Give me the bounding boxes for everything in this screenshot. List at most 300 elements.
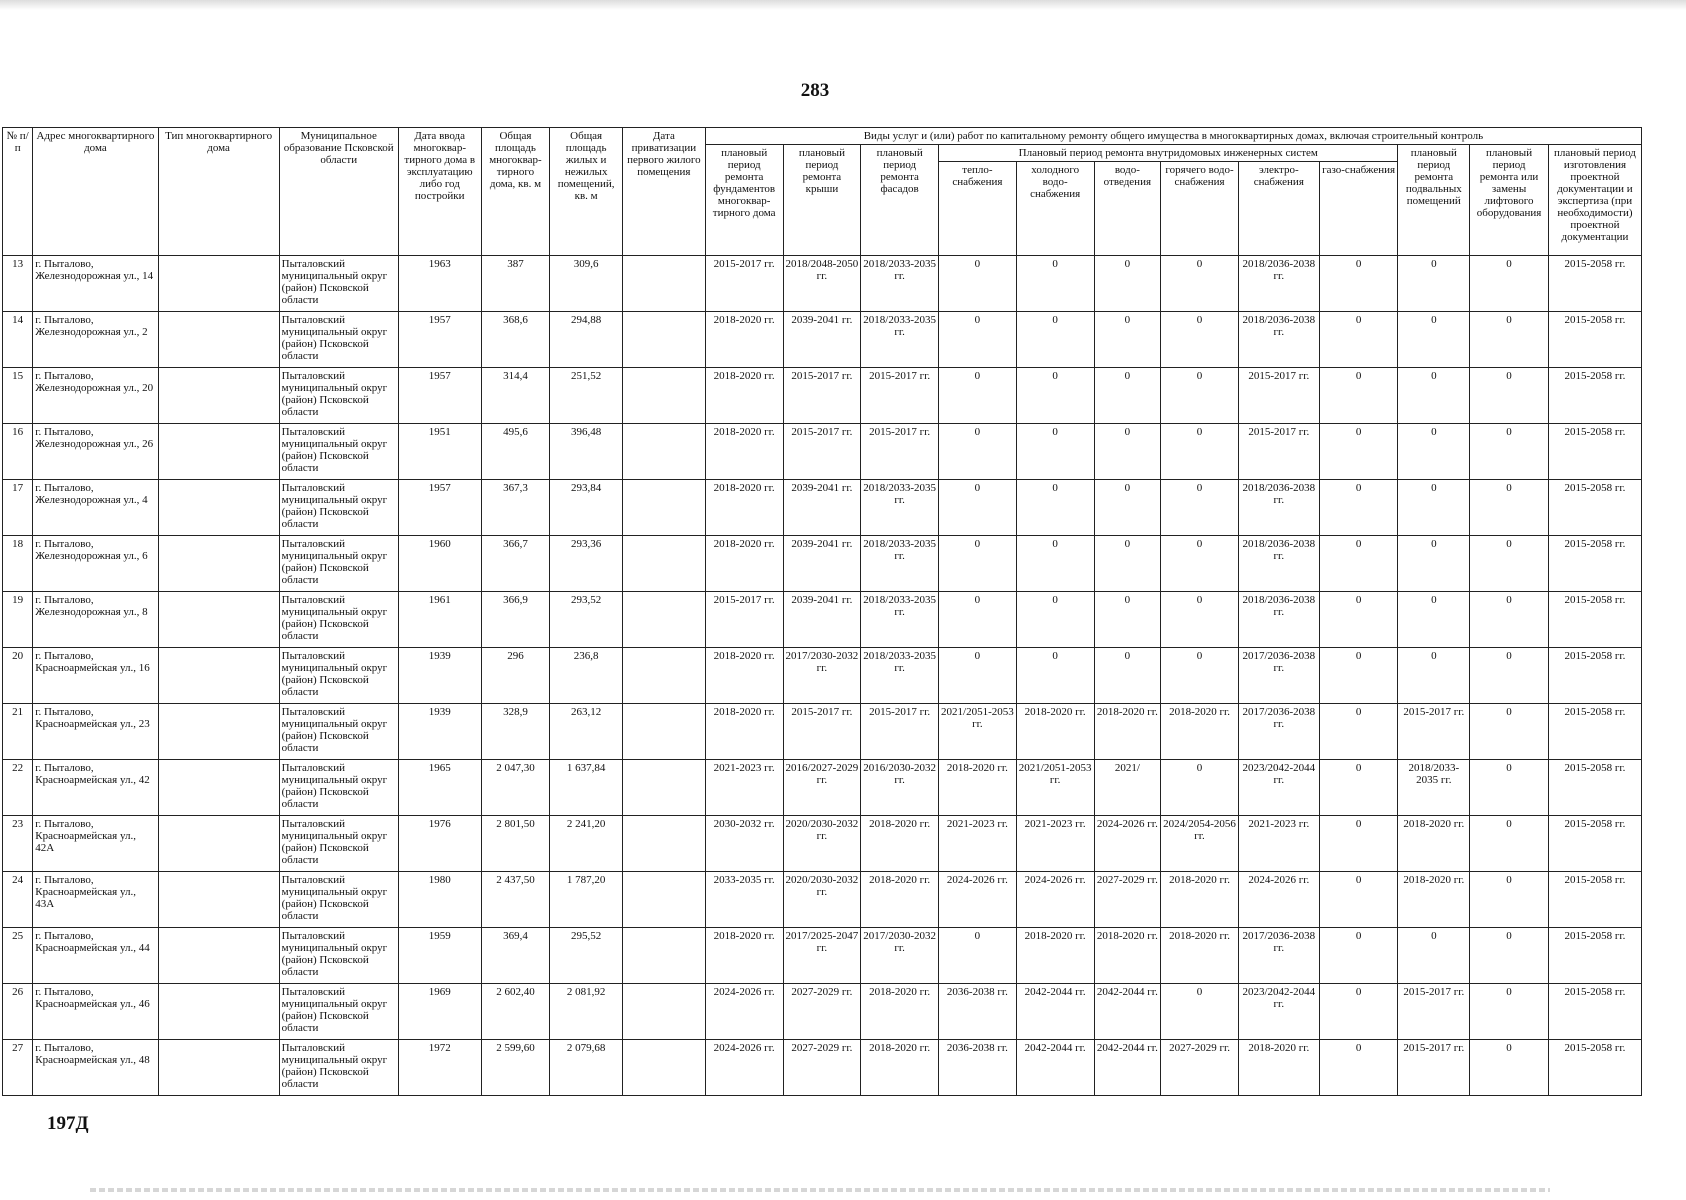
capital-repair-table xyxy=(2,127,1642,1096)
basement-period-cell: 2018-2020 гг. xyxy=(1398,872,1470,928)
cold-water-cell: 2021-2023 гг. xyxy=(1016,816,1094,872)
cold-water-cell: 0 xyxy=(1016,368,1094,424)
design-period-cell: 2015-2058 гг. xyxy=(1548,480,1641,536)
roof-period-cell: 2017/2030-2032 гг. xyxy=(783,648,861,704)
roof-period-cell: 2039-2041 гг. xyxy=(783,536,861,592)
heat-supply-cell: 2036-2038 гг. xyxy=(939,1040,1017,1096)
facade-period-cell: 2015-2017 гг. xyxy=(861,368,939,424)
house-type-cell xyxy=(158,816,279,872)
house-type-cell xyxy=(158,760,279,816)
table-row xyxy=(3,536,1642,592)
gas-cell: 0 xyxy=(1319,816,1398,872)
privatization-cell xyxy=(622,312,705,368)
foundation-period-cell: 2015-2017 гг. xyxy=(705,256,783,312)
document-code: 197Д xyxy=(47,1113,89,1134)
year-cell: 1980 xyxy=(398,872,481,928)
cold-water-cell: 0 xyxy=(1016,480,1094,536)
heat-supply-cell: 0 xyxy=(939,480,1017,536)
roof-period-cell: 2018/2048-2050 гг. xyxy=(783,256,861,312)
basement-period-cell: 2018/2033-2035 гг. xyxy=(1398,760,1470,816)
elevator-period-cell: 0 xyxy=(1470,536,1549,592)
elevator-period-cell: 0 xyxy=(1470,480,1549,536)
privatization-cell xyxy=(622,536,705,592)
municipality-cell: Пыталовский муниципальный округ (район) Псковской области xyxy=(279,368,398,424)
header-municipality: Муниципальное образование Псковской области xyxy=(279,128,398,256)
facade-period-cell: 2018/2033-2035 гг. xyxy=(861,480,939,536)
roof-period-cell: 2027-2029 гг. xyxy=(783,984,861,1040)
basement-period-cell: 0 xyxy=(1398,928,1470,984)
sewer-cell: 0 xyxy=(1094,592,1161,648)
heat-supply-cell: 2018-2020 гг. xyxy=(939,760,1017,816)
facade-period-cell: 2018/2033-2035 гг. xyxy=(861,648,939,704)
electric-cell: 2017/2036-2038 гг. xyxy=(1238,704,1319,760)
header-electric: электро-снабжения xyxy=(1238,162,1319,256)
basement-period-cell: 0 xyxy=(1398,592,1470,648)
total-area-cell: 2 437,50 xyxy=(481,872,550,928)
row-number: 18 xyxy=(3,536,33,592)
row-number: 25 xyxy=(3,928,33,984)
row-number: 19 xyxy=(3,592,33,648)
cold-water-cell: 0 xyxy=(1016,424,1094,480)
year-cell: 1961 xyxy=(398,592,481,648)
facade-period-cell: 2018-2020 гг. xyxy=(861,984,939,1040)
scan-edge-top xyxy=(0,0,1686,10)
house-type-cell xyxy=(158,256,279,312)
hot-water-cell: 0 xyxy=(1161,368,1239,424)
basement-period-cell: 0 xyxy=(1398,368,1470,424)
roof-period-cell: 2015-2017 гг. xyxy=(783,368,861,424)
total-area-cell: 296 xyxy=(481,648,550,704)
municipality-cell: Пыталовский муниципальный округ (район) Псковской области xyxy=(279,480,398,536)
gas-cell: 0 xyxy=(1319,424,1398,480)
address-cell: г. Пыталово, Красноармейская ул., 46 xyxy=(33,984,158,1040)
electric-cell: 2018/2036-2038 гг. xyxy=(1238,536,1319,592)
roof-period-cell: 2017/2025-2047 гг. xyxy=(783,928,861,984)
page-number: 283 xyxy=(800,80,830,101)
foundation-period-cell: 2018-2020 гг. xyxy=(705,424,783,480)
header-design: плановый период изготовления проектной документации и экспертиза (при необходимости) проектной документации xyxy=(1548,145,1641,256)
address-cell: г. Пыталово, Красноармейская ул., 44 xyxy=(33,928,158,984)
elevator-period-cell: 0 xyxy=(1470,312,1549,368)
elevator-period-cell: 0 xyxy=(1470,256,1549,312)
gas-cell: 0 xyxy=(1319,648,1398,704)
year-cell: 1960 xyxy=(398,536,481,592)
address-cell: г. Пыталово, Красноармейская ул., 43А xyxy=(33,872,158,928)
address-cell: г. Пыталово, Железнодорожная ул., 4 xyxy=(33,480,158,536)
basement-period-cell: 0 xyxy=(1398,648,1470,704)
header-commissioning: Дата ввода многоквар-тирного дома в эксплуатацию либо год постройки xyxy=(398,128,481,256)
house-type-cell xyxy=(158,928,279,984)
hot-water-cell: 0 xyxy=(1161,592,1239,648)
electric-cell: 2017/2036-2038 гг. xyxy=(1238,928,1319,984)
elevator-period-cell: 0 xyxy=(1470,648,1549,704)
roof-period-cell: 2039-2041 гг. xyxy=(783,592,861,648)
table-row xyxy=(3,368,1642,424)
address-cell: г. Пыталово, Железнодорожная ул., 20 xyxy=(33,368,158,424)
heat-supply-cell: 0 xyxy=(939,592,1017,648)
privatization-cell xyxy=(622,256,705,312)
heat-supply-cell: 2021-2023 гг. xyxy=(939,816,1017,872)
municipality-cell: Пыталовский муниципальный округ (район) Псковской области xyxy=(279,312,398,368)
total-area-cell: 369,4 xyxy=(481,928,550,984)
sewer-cell: 0 xyxy=(1094,424,1161,480)
design-period-cell: 2015-2058 гг. xyxy=(1548,592,1641,648)
living-area-cell: 295,52 xyxy=(550,928,623,984)
header-sewer: водо-отведения xyxy=(1094,162,1161,256)
foundation-period-cell: 2018-2020 гг. xyxy=(705,928,783,984)
header-elevator: плановый период ремонта или замены лифтового оборудования xyxy=(1470,145,1549,256)
year-cell: 1957 xyxy=(398,368,481,424)
sewer-cell: 0 xyxy=(1094,480,1161,536)
heat-supply-cell: 0 xyxy=(939,648,1017,704)
address-cell: г. Пыталово, Железнодорожная ул., 8 xyxy=(33,592,158,648)
municipality-cell: Пыталовский муниципальный округ (район) Псковской области xyxy=(279,704,398,760)
gas-cell: 0 xyxy=(1319,1040,1398,1096)
municipality-cell: Пыталовский муниципальный округ (район) Псковской области xyxy=(279,816,398,872)
roof-period-cell: 2039-2041 гг. xyxy=(783,312,861,368)
facade-period-cell: 2015-2017 гг. xyxy=(861,424,939,480)
cold-water-cell: 0 xyxy=(1016,312,1094,368)
privatization-cell xyxy=(622,928,705,984)
electric-cell: 2024-2026 гг. xyxy=(1238,872,1319,928)
hot-water-cell: 0 xyxy=(1161,424,1239,480)
year-cell: 1972 xyxy=(398,1040,481,1096)
elevator-period-cell: 0 xyxy=(1470,928,1549,984)
design-period-cell: 2015-2058 гг. xyxy=(1548,704,1641,760)
address-cell: г. Пыталово, Железнодорожная ул., 26 xyxy=(33,424,158,480)
header-address: Адрес многоквартирного дома xyxy=(33,128,158,256)
hot-water-cell: 2018-2020 гг. xyxy=(1161,872,1239,928)
design-period-cell: 2015-2058 гг. xyxy=(1548,1040,1641,1096)
sewer-cell: 2027-2029 гг. xyxy=(1094,872,1161,928)
facade-period-cell: 2015-2017 гг. xyxy=(861,704,939,760)
elevator-period-cell: 0 xyxy=(1470,424,1549,480)
living-area-cell: 309,6 xyxy=(550,256,623,312)
scan-edge-bottom xyxy=(90,1188,1550,1192)
heat-supply-cell: 2024-2026 гг. xyxy=(939,872,1017,928)
house-type-cell xyxy=(158,312,279,368)
table-row xyxy=(3,256,1642,312)
hot-water-cell: 2024/2054-2056 гг. xyxy=(1161,816,1239,872)
electric-cell: 2018/2036-2038 гг. xyxy=(1238,256,1319,312)
cold-water-cell: 2018-2020 гг. xyxy=(1016,928,1094,984)
heat-supply-cell: 0 xyxy=(939,424,1017,480)
electric-cell: 2015-2017 гг. xyxy=(1238,368,1319,424)
table-row xyxy=(3,648,1642,704)
header-facade: плановый период ремонта фасадов xyxy=(861,145,939,256)
elevator-period-cell: 0 xyxy=(1470,872,1549,928)
facade-period-cell: 2018/2033-2035 гг. xyxy=(861,312,939,368)
hot-water-cell: 2018-2020 гг. xyxy=(1161,704,1239,760)
row-number: 21 xyxy=(3,704,33,760)
row-number: 23 xyxy=(3,816,33,872)
electric-cell: 2018/2036-2038 гг. xyxy=(1238,312,1319,368)
table-row xyxy=(3,312,1642,368)
living-area-cell: 236,8 xyxy=(550,648,623,704)
privatization-cell xyxy=(622,872,705,928)
heat-supply-cell: 0 xyxy=(939,368,1017,424)
design-period-cell: 2015-2058 гг. xyxy=(1548,256,1641,312)
privatization-cell xyxy=(622,1040,705,1096)
total-area-cell: 366,9 xyxy=(481,592,550,648)
basement-period-cell: 2015-2017 гг. xyxy=(1398,1040,1470,1096)
gas-cell: 0 xyxy=(1319,704,1398,760)
facade-period-cell: 2018/2033-2035 гг. xyxy=(861,256,939,312)
foundation-period-cell: 2033-2035 гг. xyxy=(705,872,783,928)
privatization-cell xyxy=(622,704,705,760)
address-cell: г. Пыталово, Красноармейская ул., 42 xyxy=(33,760,158,816)
row-number: 20 xyxy=(3,648,33,704)
municipality-cell: Пыталовский муниципальный округ (район) Псковской области xyxy=(279,872,398,928)
house-type-cell xyxy=(158,424,279,480)
roof-period-cell: 2039-2041 гг. xyxy=(783,480,861,536)
cold-water-cell: 0 xyxy=(1016,648,1094,704)
living-area-cell: 293,36 xyxy=(550,536,623,592)
foundation-period-cell: 2030-2032 гг. xyxy=(705,816,783,872)
table-row xyxy=(3,1040,1642,1096)
gas-cell: 0 xyxy=(1319,760,1398,816)
cold-water-cell: 2042-2044 гг. xyxy=(1016,1040,1094,1096)
privatization-cell xyxy=(622,480,705,536)
elevator-period-cell: 0 xyxy=(1470,984,1549,1040)
electric-cell: 2023/2042-2044 гг. xyxy=(1238,984,1319,1040)
header-living-area: Общая площадь жилых и нежилых помещений, кв. м xyxy=(550,128,623,256)
design-period-cell: 2015-2058 гг. xyxy=(1548,816,1641,872)
house-type-cell xyxy=(158,872,279,928)
row-number: 26 xyxy=(3,984,33,1040)
privatization-cell xyxy=(622,424,705,480)
year-cell: 1963 xyxy=(398,256,481,312)
gas-cell: 0 xyxy=(1319,368,1398,424)
sewer-cell: 2024-2026 гг. xyxy=(1094,816,1161,872)
hot-water-cell: 0 xyxy=(1161,984,1239,1040)
hot-water-cell: 0 xyxy=(1161,256,1239,312)
living-area-cell: 2 081,92 xyxy=(550,984,623,1040)
total-area-cell: 314,4 xyxy=(481,368,550,424)
house-type-cell xyxy=(158,984,279,1040)
municipality-cell: Пыталовский муниципальный округ (район) Псковской области xyxy=(279,592,398,648)
year-cell: 1939 xyxy=(398,704,481,760)
municipality-cell: Пыталовский муниципальный округ (район) Псковской области xyxy=(279,648,398,704)
basement-period-cell: 2015-2017 гг. xyxy=(1398,704,1470,760)
living-area-cell: 396,48 xyxy=(550,424,623,480)
header-cold-water: холодного водо-снабжения xyxy=(1016,162,1094,256)
hot-water-cell: 0 xyxy=(1161,760,1239,816)
sewer-cell: 2042-2044 гг. xyxy=(1094,984,1161,1040)
design-period-cell: 2015-2058 гг. xyxy=(1548,760,1641,816)
elevator-period-cell: 0 xyxy=(1470,704,1549,760)
sewer-cell: 2018-2020 гг. xyxy=(1094,704,1161,760)
municipality-cell: Пыталовский муниципальный округ (район) Псковской области xyxy=(279,928,398,984)
total-area-cell: 495,6 xyxy=(481,424,550,480)
gas-cell: 0 xyxy=(1319,984,1398,1040)
header-privatization: Дата приватизации первого жилого помещения xyxy=(622,128,705,256)
row-number: 22 xyxy=(3,760,33,816)
foundation-period-cell: 2021-2023 гг. xyxy=(705,760,783,816)
foundation-period-cell: 2024-2026 гг. xyxy=(705,984,783,1040)
gas-cell: 0 xyxy=(1319,536,1398,592)
facade-period-cell: 2018-2020 гг. xyxy=(861,1040,939,1096)
foundation-period-cell: 2018-2020 гг. xyxy=(705,368,783,424)
total-area-cell: 2 599,60 xyxy=(481,1040,550,1096)
heat-supply-cell: 0 xyxy=(939,536,1017,592)
hot-water-cell: 0 xyxy=(1161,536,1239,592)
header-heat: тепло-снабжения xyxy=(939,162,1017,256)
total-area-cell: 2 801,50 xyxy=(481,816,550,872)
living-area-cell: 2 241,20 xyxy=(550,816,623,872)
foundation-period-cell: 2018-2020 гг. xyxy=(705,312,783,368)
living-area-cell: 293,84 xyxy=(550,480,623,536)
design-period-cell: 2015-2058 гг. xyxy=(1548,648,1641,704)
table-row xyxy=(3,424,1642,480)
gas-cell: 0 xyxy=(1319,872,1398,928)
cold-water-cell: 2018-2020 гг. xyxy=(1016,704,1094,760)
electric-cell: 2023/2042-2044 гг. xyxy=(1238,760,1319,816)
living-area-cell: 294,88 xyxy=(550,312,623,368)
total-area-cell: 366,7 xyxy=(481,536,550,592)
foundation-period-cell: 2024-2026 гг. xyxy=(705,1040,783,1096)
roof-period-cell: 2027-2029 гг. xyxy=(783,1040,861,1096)
hot-water-cell: 2027-2029 гг. xyxy=(1161,1040,1239,1096)
total-area-cell: 328,9 xyxy=(481,704,550,760)
header-hot-water: горячего водо-снабжения xyxy=(1161,162,1239,256)
row-number: 15 xyxy=(3,368,33,424)
roof-period-cell: 2020/2030-2032 гг. xyxy=(783,872,861,928)
table-row xyxy=(3,480,1642,536)
header-gas: газо-снабжения xyxy=(1319,162,1398,256)
design-period-cell: 2015-2058 гг. xyxy=(1548,536,1641,592)
header-foundation: плановый период ремонта фундаментов многоквар-тирного дома xyxy=(705,145,783,256)
basement-period-cell: 0 xyxy=(1398,480,1470,536)
row-number: 24 xyxy=(3,872,33,928)
address-cell: г. Пыталово, Красноармейская ул., 23 xyxy=(33,704,158,760)
gas-cell: 0 xyxy=(1319,592,1398,648)
year-cell: 1957 xyxy=(398,480,481,536)
sewer-cell: 0 xyxy=(1094,256,1161,312)
foundation-period-cell: 2018-2020 гг. xyxy=(705,648,783,704)
header-systems-group: Плановый период ремонта внутридомовых инженерных систем xyxy=(939,145,1398,162)
row-number: 16 xyxy=(3,424,33,480)
header-services-group: Виды услуг и (или) работ по капитальному ремонту общего имущества в многоквартирных домах, включая строительный контроль xyxy=(705,128,1641,145)
total-area-cell: 2 047,30 xyxy=(481,760,550,816)
sewer-cell: 0 xyxy=(1094,312,1161,368)
table-row xyxy=(3,928,1642,984)
design-period-cell: 2015-2058 гг. xyxy=(1548,984,1641,1040)
year-cell: 1951 xyxy=(398,424,481,480)
year-cell: 1939 xyxy=(398,648,481,704)
design-period-cell: 2015-2058 гг. xyxy=(1548,312,1641,368)
electric-cell: 2017/2036-2038 гг. xyxy=(1238,648,1319,704)
cold-water-cell: 2042-2044 гг. xyxy=(1016,984,1094,1040)
sewer-cell: 0 xyxy=(1094,648,1161,704)
address-cell: г. Пыталово, Железнодорожная ул., 14 xyxy=(33,256,158,312)
year-cell: 1969 xyxy=(398,984,481,1040)
total-area-cell: 387 xyxy=(481,256,550,312)
gas-cell: 0 xyxy=(1319,928,1398,984)
municipality-cell: Пыталовский муниципальный округ (район) Псковской области xyxy=(279,984,398,1040)
facade-period-cell: 2018/2033-2035 гг. xyxy=(861,592,939,648)
header-type: Тип многоквартирного дома xyxy=(158,128,279,256)
year-cell: 1957 xyxy=(398,312,481,368)
year-cell: 1959 xyxy=(398,928,481,984)
municipality-cell: Пыталовский муниципальный округ (район) Псковской области xyxy=(279,760,398,816)
house-type-cell xyxy=(158,1040,279,1096)
design-period-cell: 2015-2058 гг. xyxy=(1548,928,1641,984)
hot-water-cell: 0 xyxy=(1161,648,1239,704)
basement-period-cell: 0 xyxy=(1398,536,1470,592)
gas-cell: 0 xyxy=(1319,480,1398,536)
elevator-period-cell: 0 xyxy=(1470,368,1549,424)
house-type-cell xyxy=(158,536,279,592)
foundation-period-cell: 2018-2020 гг. xyxy=(705,704,783,760)
privatization-cell xyxy=(622,592,705,648)
hot-water-cell: 0 xyxy=(1161,312,1239,368)
electric-cell: 2018/2036-2038 гг. xyxy=(1238,592,1319,648)
basement-period-cell: 0 xyxy=(1398,424,1470,480)
heat-supply-cell: 0 xyxy=(939,256,1017,312)
house-type-cell xyxy=(158,648,279,704)
elevator-period-cell: 0 xyxy=(1470,592,1549,648)
total-area-cell: 368,6 xyxy=(481,312,550,368)
living-area-cell: 293,52 xyxy=(550,592,623,648)
living-area-cell: 1 787,20 xyxy=(550,872,623,928)
municipality-cell: Пыталовский муниципальный округ (район) Псковской области xyxy=(279,536,398,592)
heat-supply-cell: 2036-2038 гг. xyxy=(939,984,1017,1040)
year-cell: 1965 xyxy=(398,760,481,816)
foundation-period-cell: 2018-2020 гг. xyxy=(705,480,783,536)
roof-period-cell: 2015-2017 гг. xyxy=(783,704,861,760)
heat-supply-cell: 2021/2051-2053 гг. xyxy=(939,704,1017,760)
design-period-cell: 2015-2058 гг. xyxy=(1548,368,1641,424)
table-row xyxy=(3,704,1642,760)
cold-water-cell: 0 xyxy=(1016,256,1094,312)
foundation-period-cell: 2015-2017 гг. xyxy=(705,592,783,648)
table-row xyxy=(3,760,1642,816)
gas-cell: 0 xyxy=(1319,256,1398,312)
sewer-cell: 0 xyxy=(1094,536,1161,592)
electric-cell: 2018-2020 гг. xyxy=(1238,1040,1319,1096)
privatization-cell xyxy=(622,368,705,424)
cold-water-cell: 0 xyxy=(1016,536,1094,592)
hot-water-cell: 2018-2020 гг. xyxy=(1161,928,1239,984)
row-number: 17 xyxy=(3,480,33,536)
roof-period-cell: 2015-2017 гг. xyxy=(783,424,861,480)
foundation-period-cell: 2018-2020 гг. xyxy=(705,536,783,592)
facade-period-cell: 2018/2033-2035 гг. xyxy=(861,536,939,592)
electric-cell: 2015-2017 гг. xyxy=(1238,424,1319,480)
row-number: 27 xyxy=(3,1040,33,1096)
cold-water-cell: 0 xyxy=(1016,592,1094,648)
privatization-cell xyxy=(622,648,705,704)
design-period-cell: 2015-2058 гг. xyxy=(1548,872,1641,928)
address-cell: г. Пыталово, Красноармейская ул., 16 xyxy=(33,648,158,704)
cold-water-cell: 2021/2051-2053 гг. xyxy=(1016,760,1094,816)
sewer-cell: 2042-2044 гг. xyxy=(1094,1040,1161,1096)
table-row xyxy=(3,592,1642,648)
facade-period-cell: 2016/2030-2032 гг. xyxy=(861,760,939,816)
heat-supply-cell: 0 xyxy=(939,312,1017,368)
total-area-cell: 367,3 xyxy=(481,480,550,536)
sewer-cell: 2018-2020 гг. xyxy=(1094,928,1161,984)
header-num: № п/п xyxy=(3,128,33,256)
hot-water-cell: 0 xyxy=(1161,480,1239,536)
facade-period-cell: 2017/2030-2032 гг. xyxy=(861,928,939,984)
house-type-cell xyxy=(158,592,279,648)
table-row xyxy=(3,984,1642,1040)
sewer-cell: 2021/ xyxy=(1094,760,1161,816)
address-cell: г. Пыталово, Красноармейская ул., 48 xyxy=(33,1040,158,1096)
header-basement: плановый период ремонта подвальных помещений xyxy=(1398,145,1470,256)
